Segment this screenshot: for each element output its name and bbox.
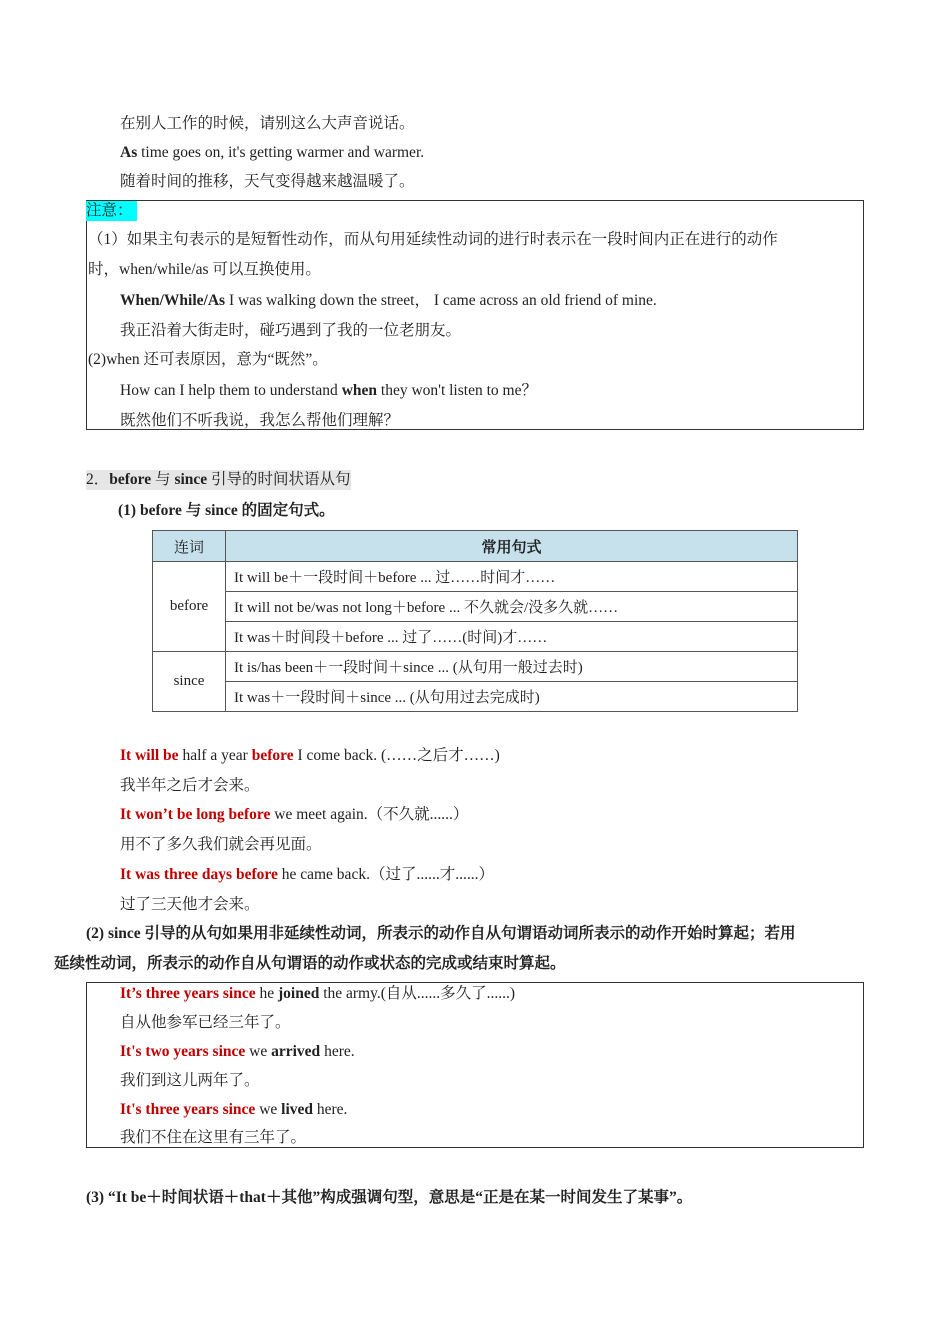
- pattern-cell: It was＋一段时间＋since ... (从句用过去完成时): [226, 682, 798, 712]
- table-header-row: [153, 531, 798, 562]
- example-sentence: [120, 865, 494, 885]
- highlight: before: [251, 747, 294, 764]
- example-sentence: [120, 1100, 347, 1120]
- subheading: 延续性动词，所表示的动作自从句谓语的动作或状态的完成或结束时算起。: [54, 955, 566, 972]
- example-translation: 过了三天他才会来。: [120, 896, 260, 913]
- heading-text: 引导的时间状语从句: [207, 471, 351, 488]
- subheading: [118, 501, 335, 521]
- keyword: joined: [277, 985, 320, 1002]
- highlight: It won’t be long before: [120, 806, 271, 823]
- example-translation: 我正沿着大街走时，碰巧遇到了我的一位老朋友。: [120, 322, 462, 339]
- sentence-text: time goes on, it's getting warmer and warmer.: [137, 144, 425, 161]
- table-row: [153, 562, 798, 592]
- keyword: lived: [281, 1101, 314, 1118]
- note-paragraph: 时，when/while/as 可以互换使用。: [88, 261, 321, 278]
- section-heading: [86, 470, 351, 490]
- example-translation: 既然他们不听我说，我怎么帮他们理解？: [120, 412, 400, 429]
- note-paragraph: （1）如果主句表示的是短暂性动作，而从句用延续性动词的进行时表示在一段时间内正在进行的动作: [88, 231, 778, 248]
- section-number: 2．: [86, 471, 110, 488]
- sentence-text: he came back.（过了......才......）: [277, 866, 494, 883]
- sentence-text: we: [255, 1101, 282, 1118]
- example-translation: 自从他参军已经三年了。: [120, 1014, 291, 1031]
- keyword: since: [174, 471, 208, 488]
- cn-sentence: 在别人工作的时候，请别这么大声音说话。: [120, 115, 415, 132]
- example-sentence: [120, 381, 537, 401]
- highlight: It’s three years since: [120, 985, 256, 1002]
- table-row: [153, 652, 798, 682]
- sentence-text: we: [245, 1043, 272, 1060]
- pattern-cell: It is/has been＋一段时间＋since ... (从句用一般过去时): [226, 652, 798, 682]
- sentence-text: I was walking down the street， I came across an old friend of mine.: [225, 292, 657, 309]
- keyword: when: [341, 382, 378, 399]
- example-box: [86, 982, 864, 1148]
- sentence-text: the army.(自从......多久了......): [319, 985, 516, 1002]
- note-paragraph: (2)when 还可表原因，意为“既然”。: [88, 351, 328, 368]
- keyword: When/While/As: [120, 292, 226, 309]
- sentence-text: here.: [320, 1043, 355, 1060]
- example-translation: 我半年之后才会来。: [120, 777, 260, 794]
- header-pattern: 常用句式: [226, 531, 798, 562]
- subheading: (3) “It be＋时间状语＋that＋其他”构成强调句型，意思是“正是在某一时间发生了某事”。: [86, 1189, 693, 1206]
- heading-text: 与: [151, 471, 175, 488]
- subheading: (2) since 引导的从句如果用非延续性动词，所表示的动作自从句谓语动词所表示的动作开始时算起；若用: [86, 925, 796, 942]
- example-translation: 我们到这儿两年了。: [120, 1072, 260, 1089]
- table-row: [153, 682, 798, 712]
- pattern-cell: It will be＋一段时间＋before ... 过……时间才……: [226, 562, 798, 592]
- example-sentence: [120, 984, 515, 1004]
- sentence-text: half a year: [178, 747, 252, 764]
- keyword: As: [120, 144, 138, 161]
- subheading-text: before 与 since 的固定句式。: [136, 502, 335, 519]
- sentence-text: we meet again.（不久就......）: [270, 806, 469, 823]
- header-conj: 连词: [153, 531, 226, 562]
- example-sentence: [120, 1042, 355, 1062]
- table-row: [153, 622, 798, 652]
- highlight: It's two years since: [120, 1043, 246, 1060]
- example-translation: 用不了多久我们就会再见面。: [120, 836, 322, 853]
- note-label: 注意：: [86, 201, 137, 221]
- sentence-text: I come back. (……之后才……): [293, 747, 500, 764]
- pattern-table: [152, 530, 798, 712]
- subheading-number: (1): [118, 502, 137, 519]
- keyword: before: [109, 471, 152, 488]
- conj-cell-since: since: [153, 652, 226, 712]
- table-row: [153, 592, 798, 622]
- highlight: It will be: [120, 747, 179, 764]
- highlight: It was three days before: [120, 866, 278, 883]
- example-translation: 我们不住在这里有三年了。: [120, 1129, 307, 1146]
- sentence-text: How can I help them to understand: [120, 382, 342, 399]
- example-sentence: [120, 805, 468, 825]
- keyword: arrived: [271, 1043, 321, 1060]
- pattern-cell: It will not be/was not long＋before ... 不久就会/没多久就……: [226, 592, 798, 622]
- example-sentence: [120, 746, 500, 766]
- highlight: It's three years since: [120, 1101, 256, 1118]
- cn-sentence: 随着时间的推移，天气变得越来越温暖了。: [120, 173, 415, 190]
- sentence-text: he: [255, 985, 278, 1002]
- sentence-text: here.: [313, 1101, 348, 1118]
- conj-cell-before: before: [153, 562, 226, 652]
- pattern-cell: It was＋时间段＋before ... 过了……(时间)才……: [226, 622, 798, 652]
- en-sentence: [120, 143, 424, 163]
- sentence-text: they won't listen to me？: [377, 382, 537, 399]
- example-sentence: [120, 291, 657, 311]
